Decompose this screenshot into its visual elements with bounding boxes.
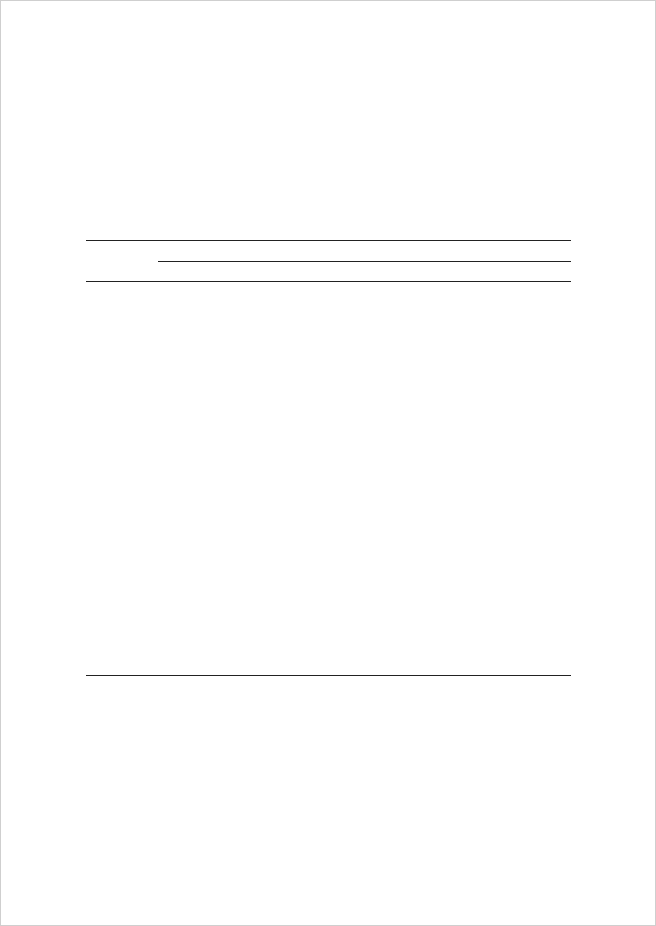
header-bottom-rule — [86, 281, 571, 282]
group-header-rule — [158, 261, 571, 262]
table-top-rule — [86, 240, 571, 241]
table-bottom-rule — [86, 675, 571, 676]
